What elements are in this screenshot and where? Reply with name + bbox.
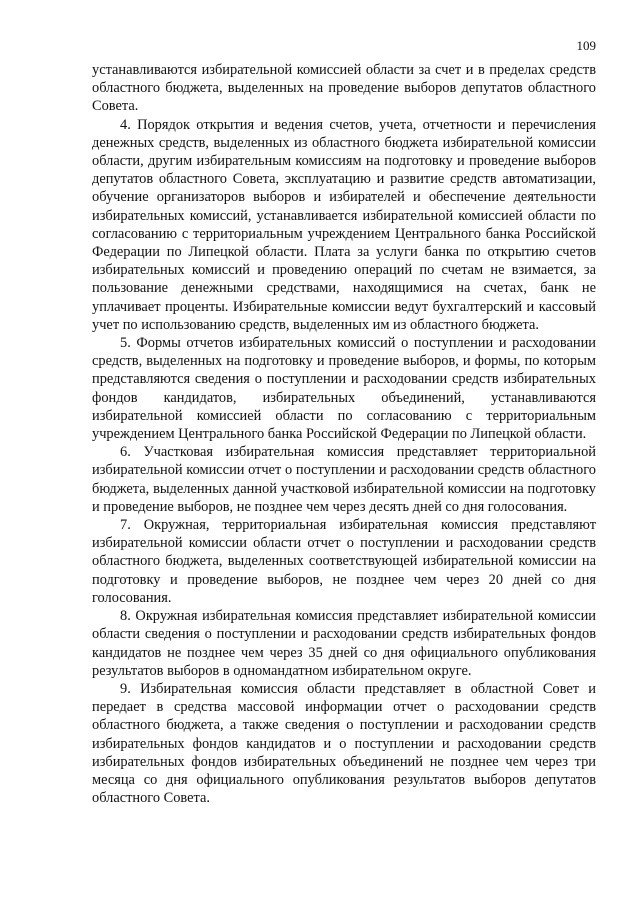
paragraph-item-7: 7. Окружная, территориальная избирательная комиссия представляют избирательной комиссии области отчет о поступлении и расходовании средств областного бюджета, выделенных соответствующей избирательной комиссии на подготовку и проведение выборов, не позднее чем через 20 дней со дня голосования. (92, 517, 596, 606)
paragraph-continuation: устанавливаются избирательной комиссией области за счет и в пределах средств областного бюджета, выделенных на проведение выборов депутатов областного Совета. (92, 62, 596, 115)
paragraph-item-5: 5. Формы отчетов избирательных комиссий о поступлении и расходовании средств, выделенных на подготовку и проведение выборов, и формы, по которым представляются сведения о поступлении и расходовании средств избирательных фондов кандидатов, избирательных объединений, устанавливаются избирательной комиссией области по согласованию с территориальным учреждением Центрального банка Российской Федерации по Липецкой области. (92, 335, 596, 443)
paragraph-item-9: 9. Избирательная комиссия области представляет в областной Совет и передает в средства массовой информации отчет о расходовании средств областного бюджета, а также сведения о поступлении и расходовании средств избирательных фондов кандидатов и о поступлении и расходовании средств избирательных фондов избирательных объединений не позднее чем через три месяца со дня официального опубликования результатов выборов депутатов областного Совета. (92, 680, 596, 807)
paragraph-item-4: 4. Порядок открытия и ведения счетов, учета, отчетности и перечисления денежных средств, выделенных из областного бюджета избирательной комиссии области, другим избирательным комиссиям на подготовку и проведение выборов депутатов областного Совета, эксплуатацию и развитие средств автоматизации, обучение организаторов выборов и избирателей и обеспечение деятельности избирательных комиссий, устанавливается избирательной комиссией области по согласованию с территориальным учреждением Центрального банка Российской Федерации по Липецкой области. Плата за услуги банка по открытию счетов избирательных комиссий и проведению операций по счетам не взимается, за пользование денежными средствами, находящимися на счетах, банк не уплачивает проценты. Избирательные комиссии ведут бухгалтерский и кассовый учет по использованию средств, выделенных им из областного бюджета. (92, 116, 596, 333)
document-body (92, 61, 596, 807)
paragraph-item-6: 6. Участковая избирательная комиссия представляет территориальной избирательной комиссии отчет о поступлении и расходовании средств областного бюджета, выделенных данной участковой избирательной комиссии на подготовку и проведение выборов, не позднее чем через десять дней со дня голосования. (92, 444, 596, 515)
paragraph-item-8: 8. Окружная избирательная комиссия представляет избирательной комиссии области сведения о поступлении и расходовании средств избирательных фондов кандидатов не позднее чем через 35 дней со дня официального опубликования результатов выборов в одномандатном избирательном округе. (92, 608, 596, 679)
page-number: 109 (576, 38, 596, 53)
